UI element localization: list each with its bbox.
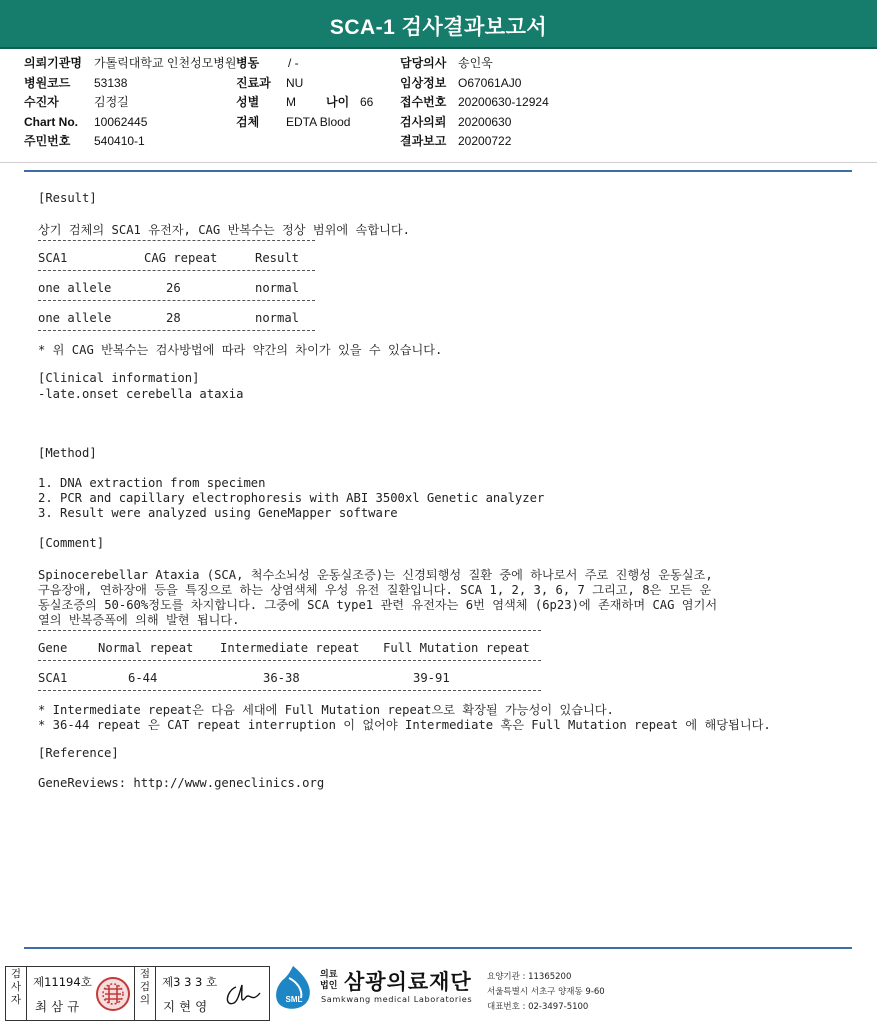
result-row2-repeat: 28 xyxy=(166,311,181,325)
divider xyxy=(38,300,315,301)
repeat-row-full: 39-91 xyxy=(413,671,450,685)
label-receipt-no: 접수번호 xyxy=(400,95,447,109)
org-code: 요양기관 : 11365200 xyxy=(487,972,572,982)
repeat-row-normal: 6-44 xyxy=(128,671,158,685)
result-heading: [Result] xyxy=(38,191,97,205)
repeat-col-header-intermediate: Intermediate repeat xyxy=(220,641,360,655)
clinical-heading: [Clinical information] xyxy=(38,371,200,385)
repeat-row-gene: SCA1 xyxy=(38,671,68,685)
label-department: 진료과 xyxy=(236,75,271,90)
reviewer-signature-icon xyxy=(222,981,264,1011)
value-sex: M xyxy=(286,95,296,109)
value-hospital-code: 53138 xyxy=(94,75,128,90)
clinical-text: -late.onset cerebella ataxia xyxy=(38,387,244,401)
examiner-label-cell xyxy=(6,967,27,1020)
bottom-rule xyxy=(24,947,852,949)
reviewer-license: 제3 3 3 호 xyxy=(162,975,218,989)
value-receipt-no: 20200630-12924 xyxy=(458,95,549,109)
value-clinical-info: O67061AJ0 xyxy=(458,75,522,90)
reference-text: GeneReviews: http://www.geneclinics.org xyxy=(38,776,325,790)
label-ward: 병동 xyxy=(236,56,260,70)
value-report-date: 20200722 xyxy=(458,134,512,148)
result-sentence: 상기 검체의 SCA1 유전자, CAG 반복수는 정상 범위에 속합니다. xyxy=(38,223,410,237)
label-patient: 수진자 xyxy=(24,95,59,109)
label-institution: 의뢰기관명 xyxy=(24,56,82,70)
report-title: SCA-1 검사결과보고서 xyxy=(329,16,548,39)
reviewer-name: 지 현 영 xyxy=(163,999,208,1014)
result-col-header-cag: CAG repeat xyxy=(144,251,218,265)
result-row2-result: normal xyxy=(255,311,300,325)
org-phone: 대표번호 : 02-3497-5100 xyxy=(487,1002,589,1012)
divider xyxy=(38,240,315,241)
sml-logo-icon xyxy=(273,964,315,1014)
label-sex: 성별 xyxy=(236,95,260,109)
reviewer-label: 점검의 xyxy=(139,968,151,1006)
comment-heading: [Comment] xyxy=(38,536,105,550)
comment-line-4: 열의 반복증폭에 의해 발현 됩니다. xyxy=(38,613,240,627)
value-age: 66 xyxy=(360,95,374,109)
label-specimen: 검체 xyxy=(236,114,260,129)
reviewer-label-cell xyxy=(134,967,156,1020)
value-ward: / - xyxy=(288,56,299,70)
method-item-1: 1. DNA extraction from specimen xyxy=(38,476,266,490)
value-chart-no: 10062445 xyxy=(94,114,148,129)
label-hospital-code: 병원코드 xyxy=(24,75,71,90)
header-col2 xyxy=(236,54,373,132)
repeat-col-header-full: Full Mutation repeat xyxy=(383,641,530,655)
org-details xyxy=(487,970,605,1015)
value-doctor: 송인욱 xyxy=(458,56,493,70)
reference-heading: [Reference] xyxy=(38,746,119,760)
result-row2-allele: one allele xyxy=(38,311,112,325)
label-chart-no: Chart No. xyxy=(24,114,78,129)
top-rule xyxy=(24,170,852,172)
result-note: * 위 CAG 반복수는 검사방법에 따라 약간의 차이가 있을 수 있습니다. xyxy=(38,343,443,357)
result-row1-allele: one allele xyxy=(38,281,112,295)
label-age: 나이 xyxy=(326,95,350,109)
result-col-header-result: Result xyxy=(255,251,300,265)
divider xyxy=(38,630,541,631)
comment-line-1: Spinocerebellar Ataxia (SCA, 척수소뇌성 운동실조증)는 신경퇴행성 질환 중에 하나로서 주로 진행성 운동실조, xyxy=(38,568,713,582)
comment-line-2: 구음장애, 연하장애 등을 특징으로 하는 상염색체 우성 유전 질환입니다. SCA 1, 2, 3, 6, 7 그리고, 8은 모든 운 xyxy=(38,583,712,597)
value-request-date: 20200630 xyxy=(458,114,512,129)
repeat-col-header-normal: Normal repeat xyxy=(98,641,194,655)
divider xyxy=(38,270,315,271)
sml-logo-text: SML xyxy=(285,995,303,1004)
label-doctor: 담당의사 xyxy=(400,56,447,70)
label-request-date: 검사의뢰 xyxy=(400,114,447,129)
result-col-header-sca1: SCA1 xyxy=(38,251,68,265)
org-name: 삼광의료재단 xyxy=(344,970,472,994)
method-heading: [Method] xyxy=(38,446,97,460)
value-resident-no: 540410-1 xyxy=(94,134,145,148)
result-row1-result: normal xyxy=(255,281,300,295)
comment-line-3: 동실조증의 50-60%정도를 차지합니다. 그중에 SCA type1 관련 유전자는 6번 염색체 (6p23)에 존재하며 CAG 염기서 xyxy=(38,598,718,612)
result-row1-repeat: 26 xyxy=(166,281,181,295)
note-2: * 36-44 repeat 은 CAT repeat interruption 이 없어야 Intermediate 혹은 Full Mutation repeat 에 해당됩니다. xyxy=(38,718,771,732)
org-address: 서울특별시 서초구 양재동 9-60 xyxy=(487,987,605,997)
label-clinical-info: 임상정보 xyxy=(400,75,447,90)
repeat-col-header-gene: Gene xyxy=(38,641,68,655)
header-col3 xyxy=(400,54,549,152)
examiner-label: 검사자 xyxy=(10,968,22,1006)
value-specimen: EDTA Blood xyxy=(286,114,351,129)
header-col1 xyxy=(24,54,236,152)
divider xyxy=(38,690,541,691)
method-item-2: 2. PCR and capillary electrophoresis with ABI 3500xl Genetic analyzer xyxy=(38,491,545,505)
examiner-name: 최 삼 규 xyxy=(35,999,80,1014)
note-1: * Intermediate repeat은 다음 세대에 Full Mutation repeat으로 확장될 가능성이 있습니다. xyxy=(38,703,614,717)
examiner-license: 제11194호 xyxy=(33,975,92,989)
org-prefix-line2: 법인 xyxy=(320,981,338,991)
repeat-row-intermediate: 36-38 xyxy=(263,671,300,685)
examiner-seal-icon xyxy=(95,976,131,1012)
value-institution: 가톨릭대학교 인천성모병원 xyxy=(94,56,237,70)
label-resident-no: 주민번호 xyxy=(24,134,71,148)
header-divider xyxy=(0,162,877,163)
label-report-date: 결과보고 xyxy=(400,134,447,148)
method-item-3: 3. Result were analyzed using GeneMapper software xyxy=(38,506,398,520)
value-department: NU xyxy=(286,75,304,90)
title-bar xyxy=(0,0,877,49)
value-patient: 김정길 xyxy=(94,95,129,109)
signature-box xyxy=(5,966,270,1021)
divider xyxy=(38,330,315,331)
org-name-en: Samkwang medical Laboratories xyxy=(321,994,473,1004)
org-prefix xyxy=(320,970,337,992)
footer xyxy=(0,958,877,1031)
divider xyxy=(38,660,541,661)
org-prefix-line1: 의료 xyxy=(320,970,338,980)
